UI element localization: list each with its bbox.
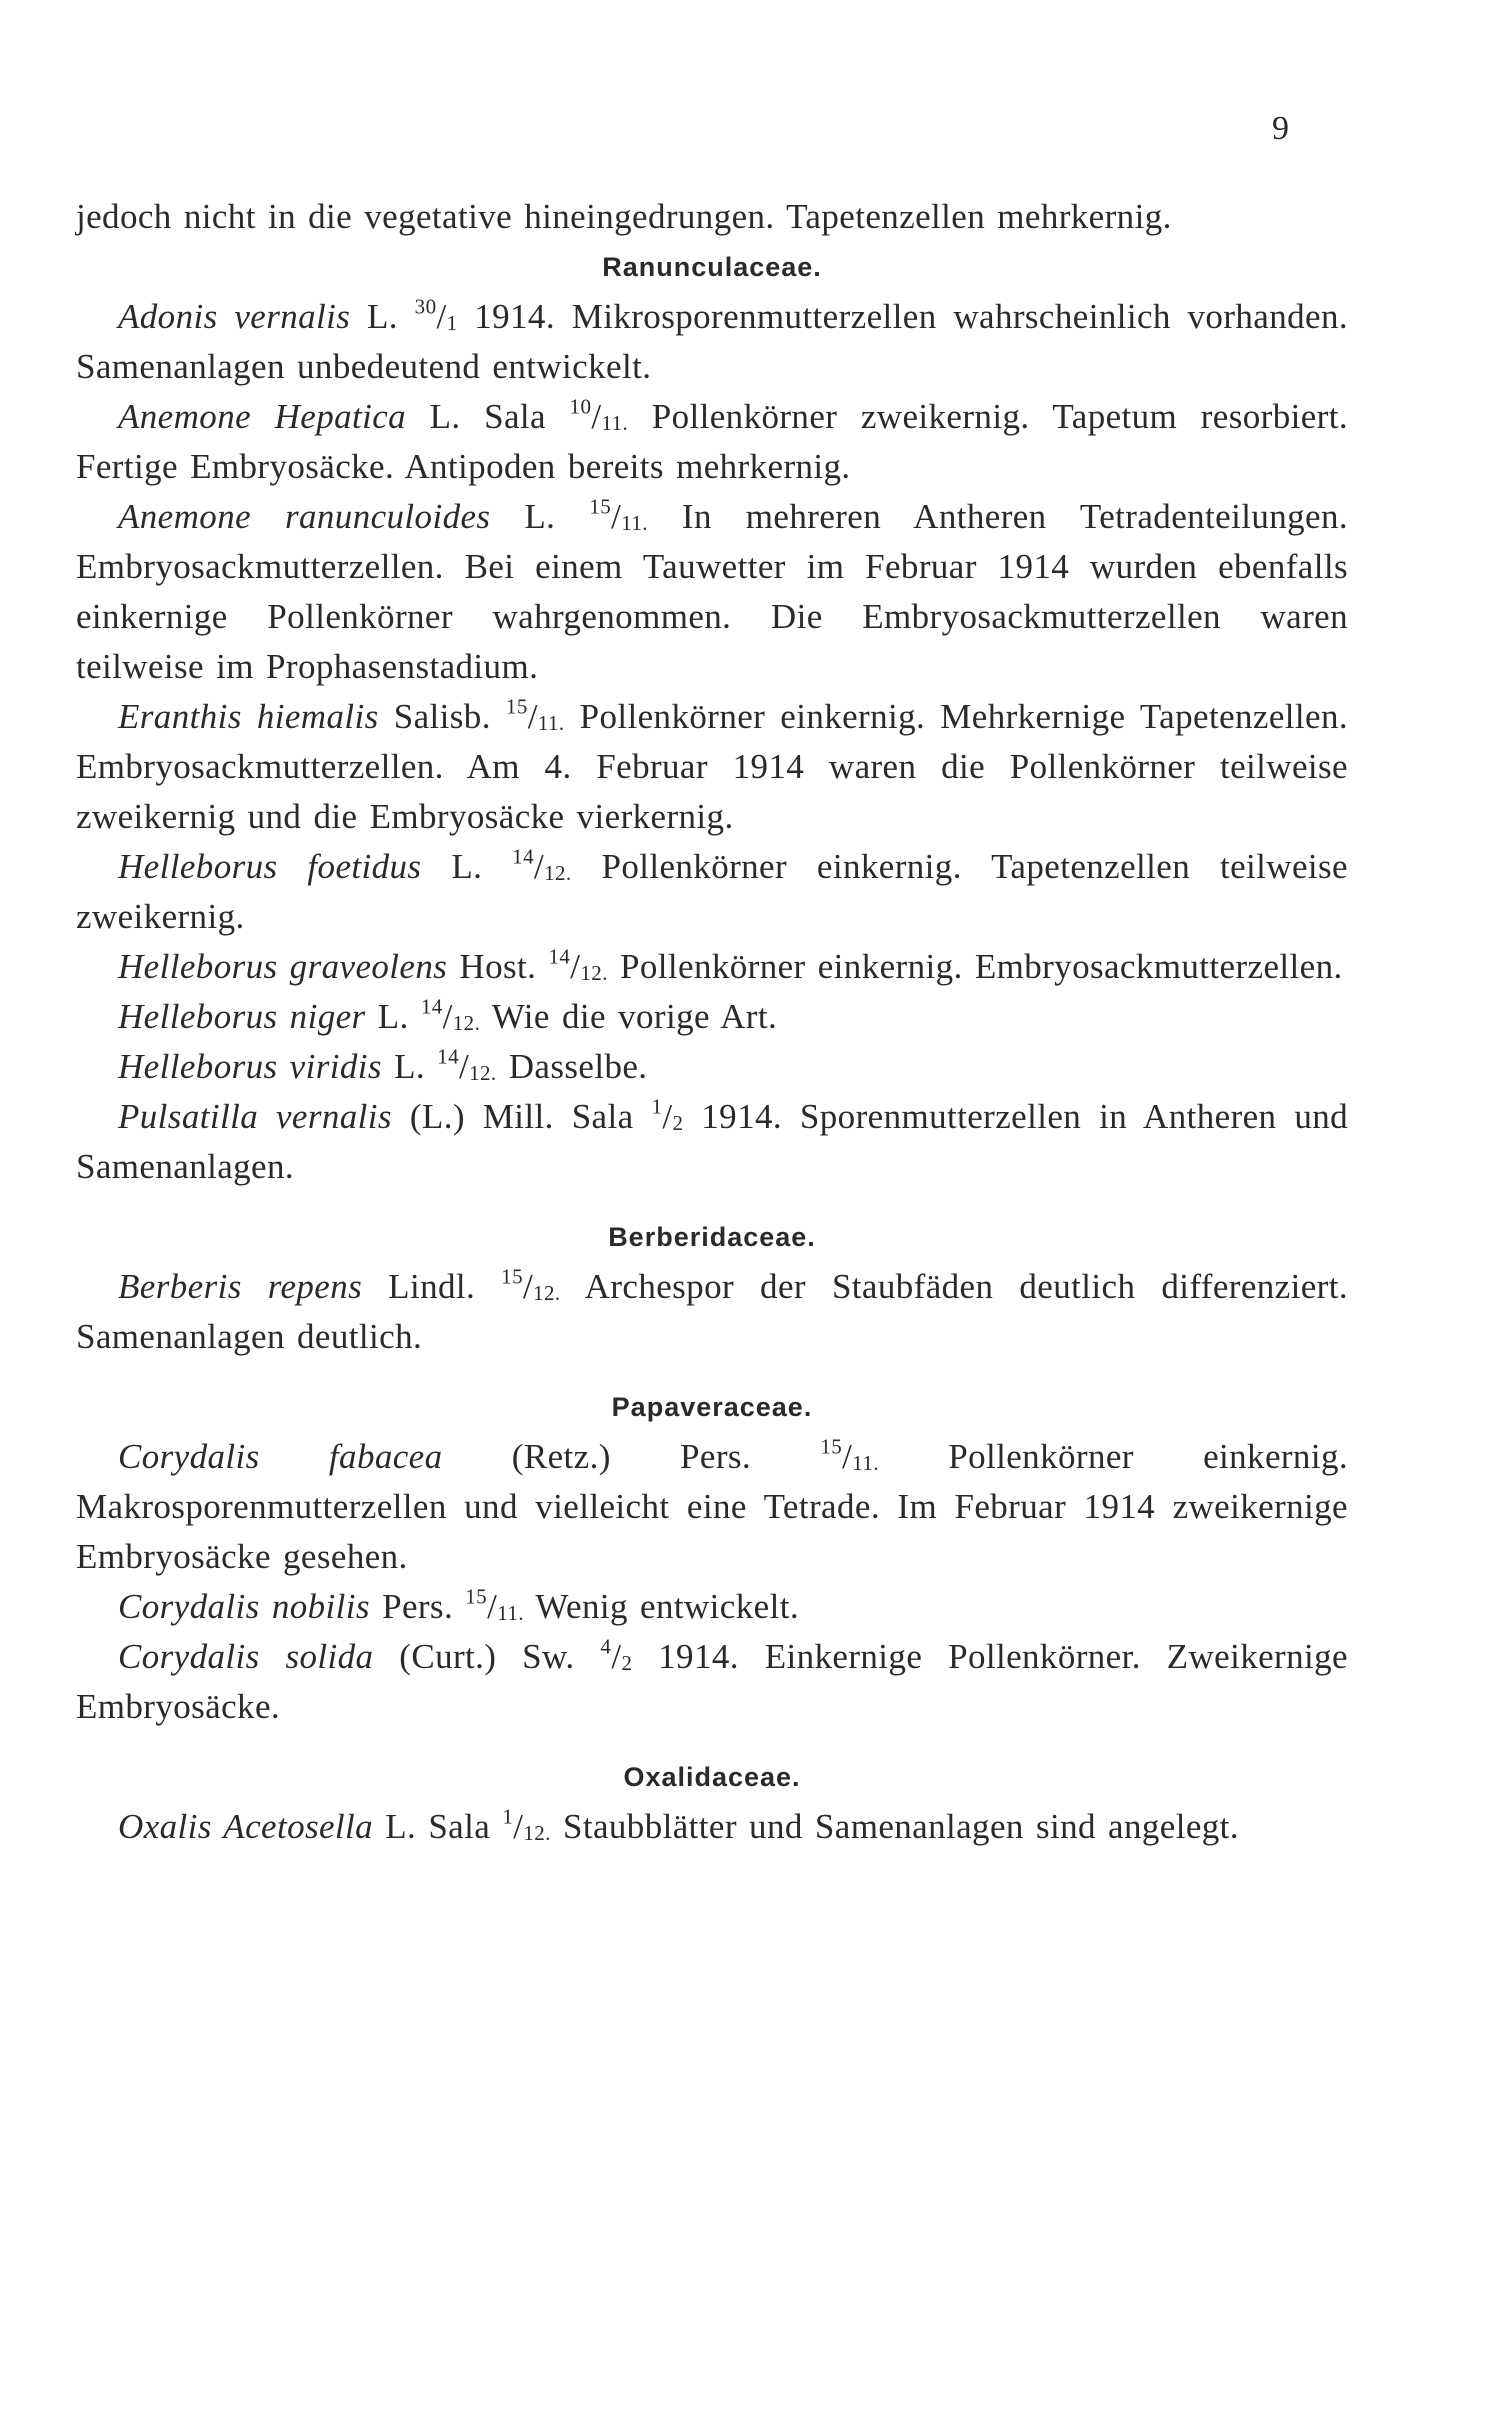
entry-text: Pollenkörner einkernig. Makrosporenmutterzellen und vielleicht eine Tetrade. Im Februar 1914 zweikernige Embryosäcke gesehen. [76, 1437, 1349, 1576]
collection-date: $^1/_2$ [651, 1094, 684, 1136]
species-author: Host. [459, 947, 537, 986]
page-number: 9 [1272, 110, 1289, 147]
date-month: 12. [580, 961, 608, 986]
collection-date: $^{14}/_{12.}$ [437, 1044, 497, 1086]
species-entry [76, 692, 1348, 842]
date-month: 11. [852, 1451, 879, 1476]
entry-text: Wenig entwickelt. [535, 1587, 799, 1626]
species-name: Corydalis nobilis [118, 1587, 370, 1626]
intro-paragraph: jedoch nicht in die vegetative hineingedrungen. Tapetenzellen mehrkernig. [76, 197, 1172, 236]
date-day: 1 [651, 1094, 663, 1119]
date-day: 4 [600, 1634, 612, 1659]
species-name: Anemone Hepatica [118, 397, 407, 436]
date-month: 12. [544, 861, 572, 886]
species-entry [76, 1432, 1348, 1582]
species-entry [76, 842, 1348, 942]
species-entry [76, 942, 1348, 992]
entry-text: Pollenkörner einkernig. Tapetenzellen teilweise zweikernig. [76, 847, 1348, 936]
collection-date: $^{30}/_1$ [414, 294, 458, 336]
species-name: Anemone ranunculoides [118, 497, 491, 536]
species-name: Eranthis hiemalis [118, 697, 379, 736]
entry-text: Pollenkörner zweikernig. Tapetum resorbiert. Fertige Embryosäcke. Antipoden bereits mehrkernig. [76, 397, 1348, 486]
species-entry [76, 1042, 1348, 1092]
section-heading: Oxalidaceae. [623, 1762, 801, 1792]
collection-date: $^{14}/_{12.}$ [512, 844, 572, 886]
species-name: Oxalis Acetosella [118, 1807, 374, 1846]
species-name: Corydalis fabacea [118, 1437, 443, 1476]
species-author: (Retz.) Pers. [511, 1437, 752, 1476]
entry-text: In mehreren Antheren Tetradenteilungen. Embryosackmutterzellen. Bei einem Tauwetter im Februar 1914 wurden ebenfalls einkernige Pollenkörner wahrgenommen. Die Embryosackmutterzellen waren teilweise im Prophasenstadium. [76, 497, 1349, 686]
collection-date: $^{15}/_{11.}$ [820, 1434, 879, 1476]
species-author: L. Sala [429, 397, 546, 436]
date-day: 15 [820, 1434, 843, 1459]
collection-date: $^1/_{12.}$ [502, 1804, 551, 1846]
date-day: 15 [589, 494, 612, 519]
page-body [76, 192, 1348, 1852]
species-name: Adonis vernalis [118, 297, 351, 336]
date-day: 1 [502, 1804, 514, 1829]
date-month: 12. [452, 1011, 481, 1036]
date-day: 15 [501, 1264, 523, 1289]
date-month: 2 [672, 1111, 684, 1136]
collection-date: $^{15}/_{11.}$ [589, 494, 648, 536]
species-author: (L.) Mill. Sala [409, 1097, 634, 1136]
date-month: 11. [497, 1601, 524, 1626]
date-month: 1 [446, 311, 458, 336]
collection-date: $^{15}/_{11.}$ [505, 694, 565, 736]
section-heading: Berberidaceae. [608, 1222, 816, 1252]
species-name: Berberis repens [118, 1267, 363, 1306]
species-entry [76, 1262, 1348, 1362]
entry-text: Pollenkörner einkernig. Embryosackmutterzellen. [620, 947, 1343, 986]
date-month: 12. [523, 1821, 551, 1846]
species-entry [76, 1092, 1348, 1192]
date-month: 12. [533, 1281, 561, 1306]
date-day: 14 [548, 944, 571, 969]
species-entry [76, 1802, 1348, 1852]
species-author: L. [367, 297, 398, 336]
collection-date: $^4/_2$ [600, 1634, 633, 1676]
species-name: Helleborus foetidus [118, 847, 422, 886]
date-month: 11. [621, 511, 648, 536]
section-heading: Ranunculaceae. [602, 252, 822, 282]
collection-date: $^{15}/_{11.}$ [465, 1584, 524, 1626]
species-name: Pulsatilla vernalis [118, 1097, 392, 1136]
entry-text: Wie die vorige Art. [491, 997, 778, 1036]
entry-text: Archespor der Staubfäden deutlich differenziert. Samenanlagen deutlich. [76, 1267, 1348, 1356]
date-day: 15 [505, 694, 528, 719]
entry-text: Sporenmutterzellen in Antheren und Samenanlagen. [76, 1097, 1349, 1186]
date-day: 14 [420, 994, 443, 1019]
collection-date: $^{14}/_{12.}$ [420, 994, 481, 1036]
entry-text: Einkernige Pollenkörner. Zweikernige Embryosäcke. [76, 1637, 1348, 1726]
species-author: (Curt.) Sw. [399, 1637, 575, 1676]
entry-text: Pollenkörner einkernig. Mehrkernige Tapetenzellen. Embryosackmutterzellen. Am 4. Februar 1914 waren die Pollenkörner teilweise zweikernig und die Embryosäcke vierkernig. [76, 697, 1349, 836]
date-day: 15 [465, 1584, 488, 1609]
species-entry [76, 1582, 1348, 1632]
date-month: 11. [601, 411, 629, 436]
date-day: 14 [512, 844, 534, 869]
species-author: L. [451, 847, 483, 886]
date-month: 11. [537, 711, 565, 736]
species-author: L. [377, 997, 409, 1036]
collection-date: $^{14}/_{12.}$ [548, 944, 608, 986]
species-author: Pers. [382, 1587, 454, 1626]
date-month: 2 [621, 1651, 633, 1676]
species-author: L. Sala [385, 1807, 491, 1846]
species-entry [76, 392, 1348, 492]
date-year: 1914. [474, 297, 555, 336]
species-name: Helleborus viridis [118, 1047, 382, 1086]
date-year: 1914. [701, 1097, 783, 1136]
section-heading: Papaveraceae. [611, 1392, 813, 1422]
sections-container [76, 242, 1348, 1852]
species-author: Salisb. [393, 697, 491, 736]
species-entry [76, 292, 1348, 392]
entry-text: Dasselbe. [508, 1047, 648, 1086]
date-day: 14 [437, 1044, 459, 1069]
species-author: L. [394, 1047, 426, 1086]
collection-date: $^{15}/_{12.}$ [501, 1264, 561, 1306]
species-author: Lindl. [388, 1267, 476, 1306]
entry-text: Mikrosporenmutterzellen wahrscheinlich vorhanden. Samenanlagen unbedeutend entwickelt. [76, 297, 1348, 386]
species-entry [76, 492, 1348, 692]
species-name: Corydalis solida [118, 1637, 374, 1676]
species-name: Helleborus niger [118, 997, 366, 1036]
date-day: 10 [569, 394, 592, 419]
species-author: L. [524, 497, 556, 536]
date-year: 1914. [658, 1637, 739, 1676]
species-entry [76, 1632, 1348, 1732]
entry-text: Staubblätter und Samenanlagen sind angelegt. [562, 1807, 1239, 1846]
species-entry [76, 992, 1348, 1042]
species-name: Helleborus graveolens [118, 947, 448, 986]
date-month: 12. [469, 1061, 497, 1086]
collection-date: $^{10}/_{11.}$ [569, 394, 629, 436]
date-day: 30 [414, 294, 437, 319]
